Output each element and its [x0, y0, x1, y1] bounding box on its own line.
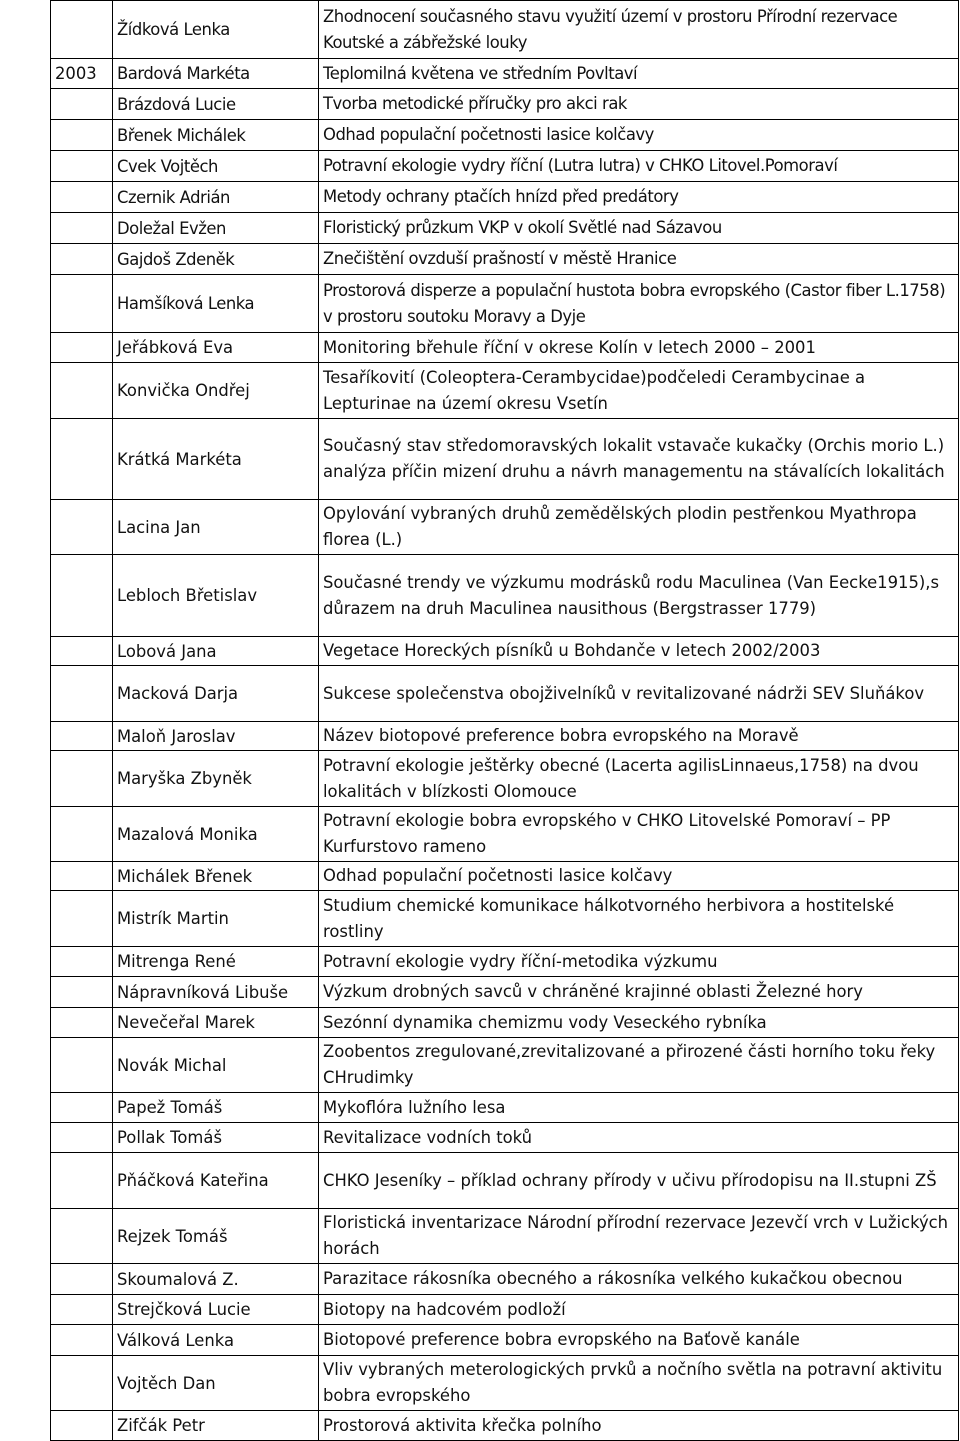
year-cell: [51, 1038, 113, 1093]
year-cell: [51, 213, 113, 244]
author-name-cell: Bardová Markéta: [113, 59, 319, 89]
thesis-topic-cell: Biotopové preference bobra evropského na Baťově kanále: [319, 1325, 959, 1356]
thesis-topic-cell: Teplomilná květena ve středním Povltaví: [319, 59, 959, 89]
author-name-cell: Mistrík Martin: [113, 891, 319, 947]
author-name-cell: Novák Michal: [113, 1038, 319, 1093]
year-cell: [51, 419, 113, 500]
year-cell: [51, 1153, 113, 1209]
year-cell: [51, 275, 113, 333]
thesis-topic-cell: Prostorová aktivita křečka polního: [319, 1411, 959, 1441]
table-row: [51, 722, 959, 751]
thesis-topic-cell: Metody ochrany ptačích hnízd před predátory: [319, 182, 959, 213]
table-row: [51, 1, 959, 59]
table-row: [51, 751, 959, 807]
table-row: [51, 1038, 959, 1093]
thesis-topic-cell: Sukcese společenstva obojživelníků v revitalizované nádrži SEV Sluňákov: [319, 666, 959, 722]
thesis-topic-cell: Potravní ekologie vydry říční-metodika výzkumu: [319, 947, 959, 977]
year-cell: [51, 363, 113, 419]
year-cell: [51, 1008, 113, 1038]
thesis-topic-cell: Vegetace Horeckých písníků u Bohdanče v letech 2002/2003: [319, 637, 959, 666]
thesis-topic-cell: Biotopy na hadcovém podloží: [319, 1295, 959, 1325]
author-name-cell: Rejzek Tomáš: [113, 1209, 319, 1264]
author-name-cell: Lebloch Břetislav: [113, 555, 319, 637]
table-row: [51, 807, 959, 862]
table-row: [51, 1008, 959, 1038]
thesis-table: [50, 0, 959, 1441]
thesis-topic-cell: Floristická inventarizace Národní přírodní rezervace Jezevčí vrch v Lužických horách: [319, 1209, 959, 1264]
author-name-cell: Maryška Zbyněk: [113, 751, 319, 807]
thesis-topic-cell: Vliv vybraných meterologických prvků a nočního světla na potravní aktivitu bobra evropského: [319, 1356, 959, 1411]
thesis-topic-cell: Tesaříkovití (Coleoptera-Cerambycidae)podčeledi Cerambycinae a Lepturinae na území okresu Vsetín: [319, 363, 959, 419]
table-row: [51, 1264, 959, 1295]
table-row: [51, 275, 959, 333]
table-row: [51, 555, 959, 637]
table-row: [51, 891, 959, 947]
author-name-cell: Hamšíková Lenka: [113, 275, 319, 333]
table-row: [51, 120, 959, 151]
author-name-cell: Michálek Břenek: [113, 862, 319, 891]
thesis-topic-cell: Opylování vybraných druhů zemědělských plodin pestřenkou Myathropa florea (L.): [319, 500, 959, 555]
thesis-topic-cell: Potravní ekologie vydry říční (Lutra lutra) v CHKO Litovel.Pomoraví: [319, 151, 959, 182]
table-row: [51, 363, 959, 419]
author-name-cell: Maloň Jaroslav: [113, 722, 319, 751]
author-name-cell: Mazalová Monika: [113, 807, 319, 862]
table-row: [51, 1153, 959, 1209]
thesis-topic-cell: Floristický průzkum VKP v okolí Světlé nad Sázavou: [319, 213, 959, 244]
year-cell: [51, 1123, 113, 1153]
year-cell: [51, 891, 113, 947]
year-cell: [51, 1356, 113, 1411]
year-cell: [51, 862, 113, 891]
table-row: [51, 213, 959, 244]
year-cell: 2003: [51, 59, 113, 89]
year-cell: [51, 500, 113, 555]
table-row: [51, 1209, 959, 1264]
table-row: [51, 862, 959, 891]
author-name-cell: Macková Darja: [113, 666, 319, 722]
year-cell: [51, 977, 113, 1008]
year-cell: [51, 333, 113, 363]
year-cell: [51, 151, 113, 182]
thesis-topic-cell: Odhad populační početnosti lasice kolčavy: [319, 862, 959, 891]
thesis-topic-cell: Zhodnocení současného stavu využití území v prostoru Přírodní rezervace Koutské a zábřežské louky: [319, 1, 959, 59]
author-name-cell: Nevečeřal Marek: [113, 1008, 319, 1038]
year-cell: [51, 1, 113, 59]
table-row: [51, 59, 959, 89]
year-cell: [51, 555, 113, 637]
thesis-topic-cell: Sezónní dynamika chemizmu vody Veseckého rybníka: [319, 1008, 959, 1038]
table-row: [51, 89, 959, 120]
year-cell: [51, 751, 113, 807]
year-cell: [51, 807, 113, 862]
author-name-cell: Nápravníková Libuše: [113, 977, 319, 1008]
year-cell: [51, 120, 113, 151]
table-row: [51, 1356, 959, 1411]
author-name-cell: Doležal Evžen: [113, 213, 319, 244]
thesis-topic-cell: Monitoring břehule říční v okrese Kolín v letech 2000 – 2001: [319, 333, 959, 363]
year-cell: [51, 1325, 113, 1356]
author-name-cell: Břenek Michálek: [113, 120, 319, 151]
thesis-topic-cell: Revitalizace vodních toků: [319, 1123, 959, 1153]
author-name-cell: Konvička Ondřej: [113, 363, 319, 419]
year-cell: [51, 666, 113, 722]
thesis-topic-cell: Současný stav středomoravských lokalit vstavače kukačky (Orchis morio L.) analýza příčin mizení druhu a návrh managementu na stávalících lokalitách: [319, 419, 959, 500]
author-name-cell: Vojtěch Dan: [113, 1356, 319, 1411]
author-name-cell: Mitrenga René: [113, 947, 319, 977]
author-name-cell: Jeřábková Eva: [113, 333, 319, 363]
thesis-topic-cell: Odhad populační početnosti lasice kolčavy: [319, 120, 959, 151]
thesis-topic-cell: Prostorová disperze a populační hustota bobra evropského (Castor fiber L.1758) v prostoru soutoku Moravy a Dyje: [319, 275, 959, 333]
year-cell: [51, 182, 113, 213]
author-name-cell: Lacina Jan: [113, 500, 319, 555]
table-row: [51, 333, 959, 363]
year-cell: [51, 722, 113, 751]
thesis-topic-cell: Potravní ekologie bobra evropského v CHKO Litovelské Pomoraví – PP Kurfurstovo rameno: [319, 807, 959, 862]
table-row: [51, 666, 959, 722]
author-name-cell: Pňáčková Kateřina: [113, 1153, 319, 1209]
table-row: [51, 500, 959, 555]
thesis-topic-cell: Mykoflóra lužního lesa: [319, 1093, 959, 1123]
thesis-topic-cell: Znečištění ovzduší prašností v městě Hranice: [319, 244, 959, 275]
author-name-cell: Lobová Jana: [113, 637, 319, 666]
author-name-cell: Czernik Adrián: [113, 182, 319, 213]
thesis-topic-cell: Studium chemické komunikace hálkotvorného herbivora a hostitelské rostliny: [319, 891, 959, 947]
thesis-topic-cell: Tvorba metodické příručky pro akci rak: [319, 89, 959, 120]
table-row: [51, 637, 959, 666]
table-row: [51, 1295, 959, 1325]
author-name-cell: Pollak Tomáš: [113, 1123, 319, 1153]
author-name-cell: Žídková Lenka: [113, 1, 319, 59]
table-row: [51, 1123, 959, 1153]
table-row: [51, 151, 959, 182]
thesis-topic-cell: Název biotopové preference bobra evropského na Moravě: [319, 722, 959, 751]
year-cell: [51, 947, 113, 977]
year-cell: [51, 244, 113, 275]
author-name-cell: Skoumalová Z.: [113, 1264, 319, 1295]
thesis-topic-cell: Výzkum drobných savců v chráněné krajinné oblasti Železné hory: [319, 977, 959, 1008]
table-row: [51, 244, 959, 275]
year-cell: [51, 1264, 113, 1295]
author-name-cell: Cvek Vojtěch: [113, 151, 319, 182]
thesis-topic-cell: Parazitace rákosníka obecného a rákosníka velkého kukačkou obecnou: [319, 1264, 959, 1295]
thesis-topic-cell: Současné trendy ve výzkumu modrásků rodu Maculinea (Van Eecke1915),s důrazem na druh Maculinea nausithous (Bergstrasser 1779): [319, 555, 959, 637]
thesis-topic-cell: Zoobentos zregulované,zrevitalizované a přirozené části horního toku řeky CHrudimky: [319, 1038, 959, 1093]
author-name-cell: Strejčková Lucie: [113, 1295, 319, 1325]
table-row: [51, 1325, 959, 1356]
year-cell: [51, 637, 113, 666]
table-row: [51, 182, 959, 213]
author-name-cell: Krátká Markéta: [113, 419, 319, 500]
table-row: [51, 977, 959, 1008]
year-cell: [51, 1209, 113, 1264]
author-name-cell: Zifčák Petr: [113, 1411, 319, 1441]
year-cell: [51, 1411, 113, 1441]
thesis-topic-cell: CHKO Jeseníky – příklad ochrany přírody v učivu přírodopisu na II.stupni ZŠ: [319, 1153, 959, 1209]
thesis-table-body: [51, 1, 959, 1441]
table-row: [51, 1411, 959, 1441]
table-row: [51, 947, 959, 977]
thesis-topic-cell: Potravní ekologie ještěrky obecné (Lacerta agilisLinnaeus,1758) na dvou lokalitách v blízkosti Olomouce: [319, 751, 959, 807]
author-name-cell: Gajdoš Zdeněk: [113, 244, 319, 275]
year-cell: [51, 1295, 113, 1325]
year-cell: [51, 1093, 113, 1123]
author-name-cell: Válková Lenka: [113, 1325, 319, 1356]
year-cell: [51, 89, 113, 120]
table-row: [51, 1093, 959, 1123]
author-name-cell: Brázdová Lucie: [113, 89, 319, 120]
author-name-cell: Papež Tomáš: [113, 1093, 319, 1123]
table-row: [51, 419, 959, 500]
